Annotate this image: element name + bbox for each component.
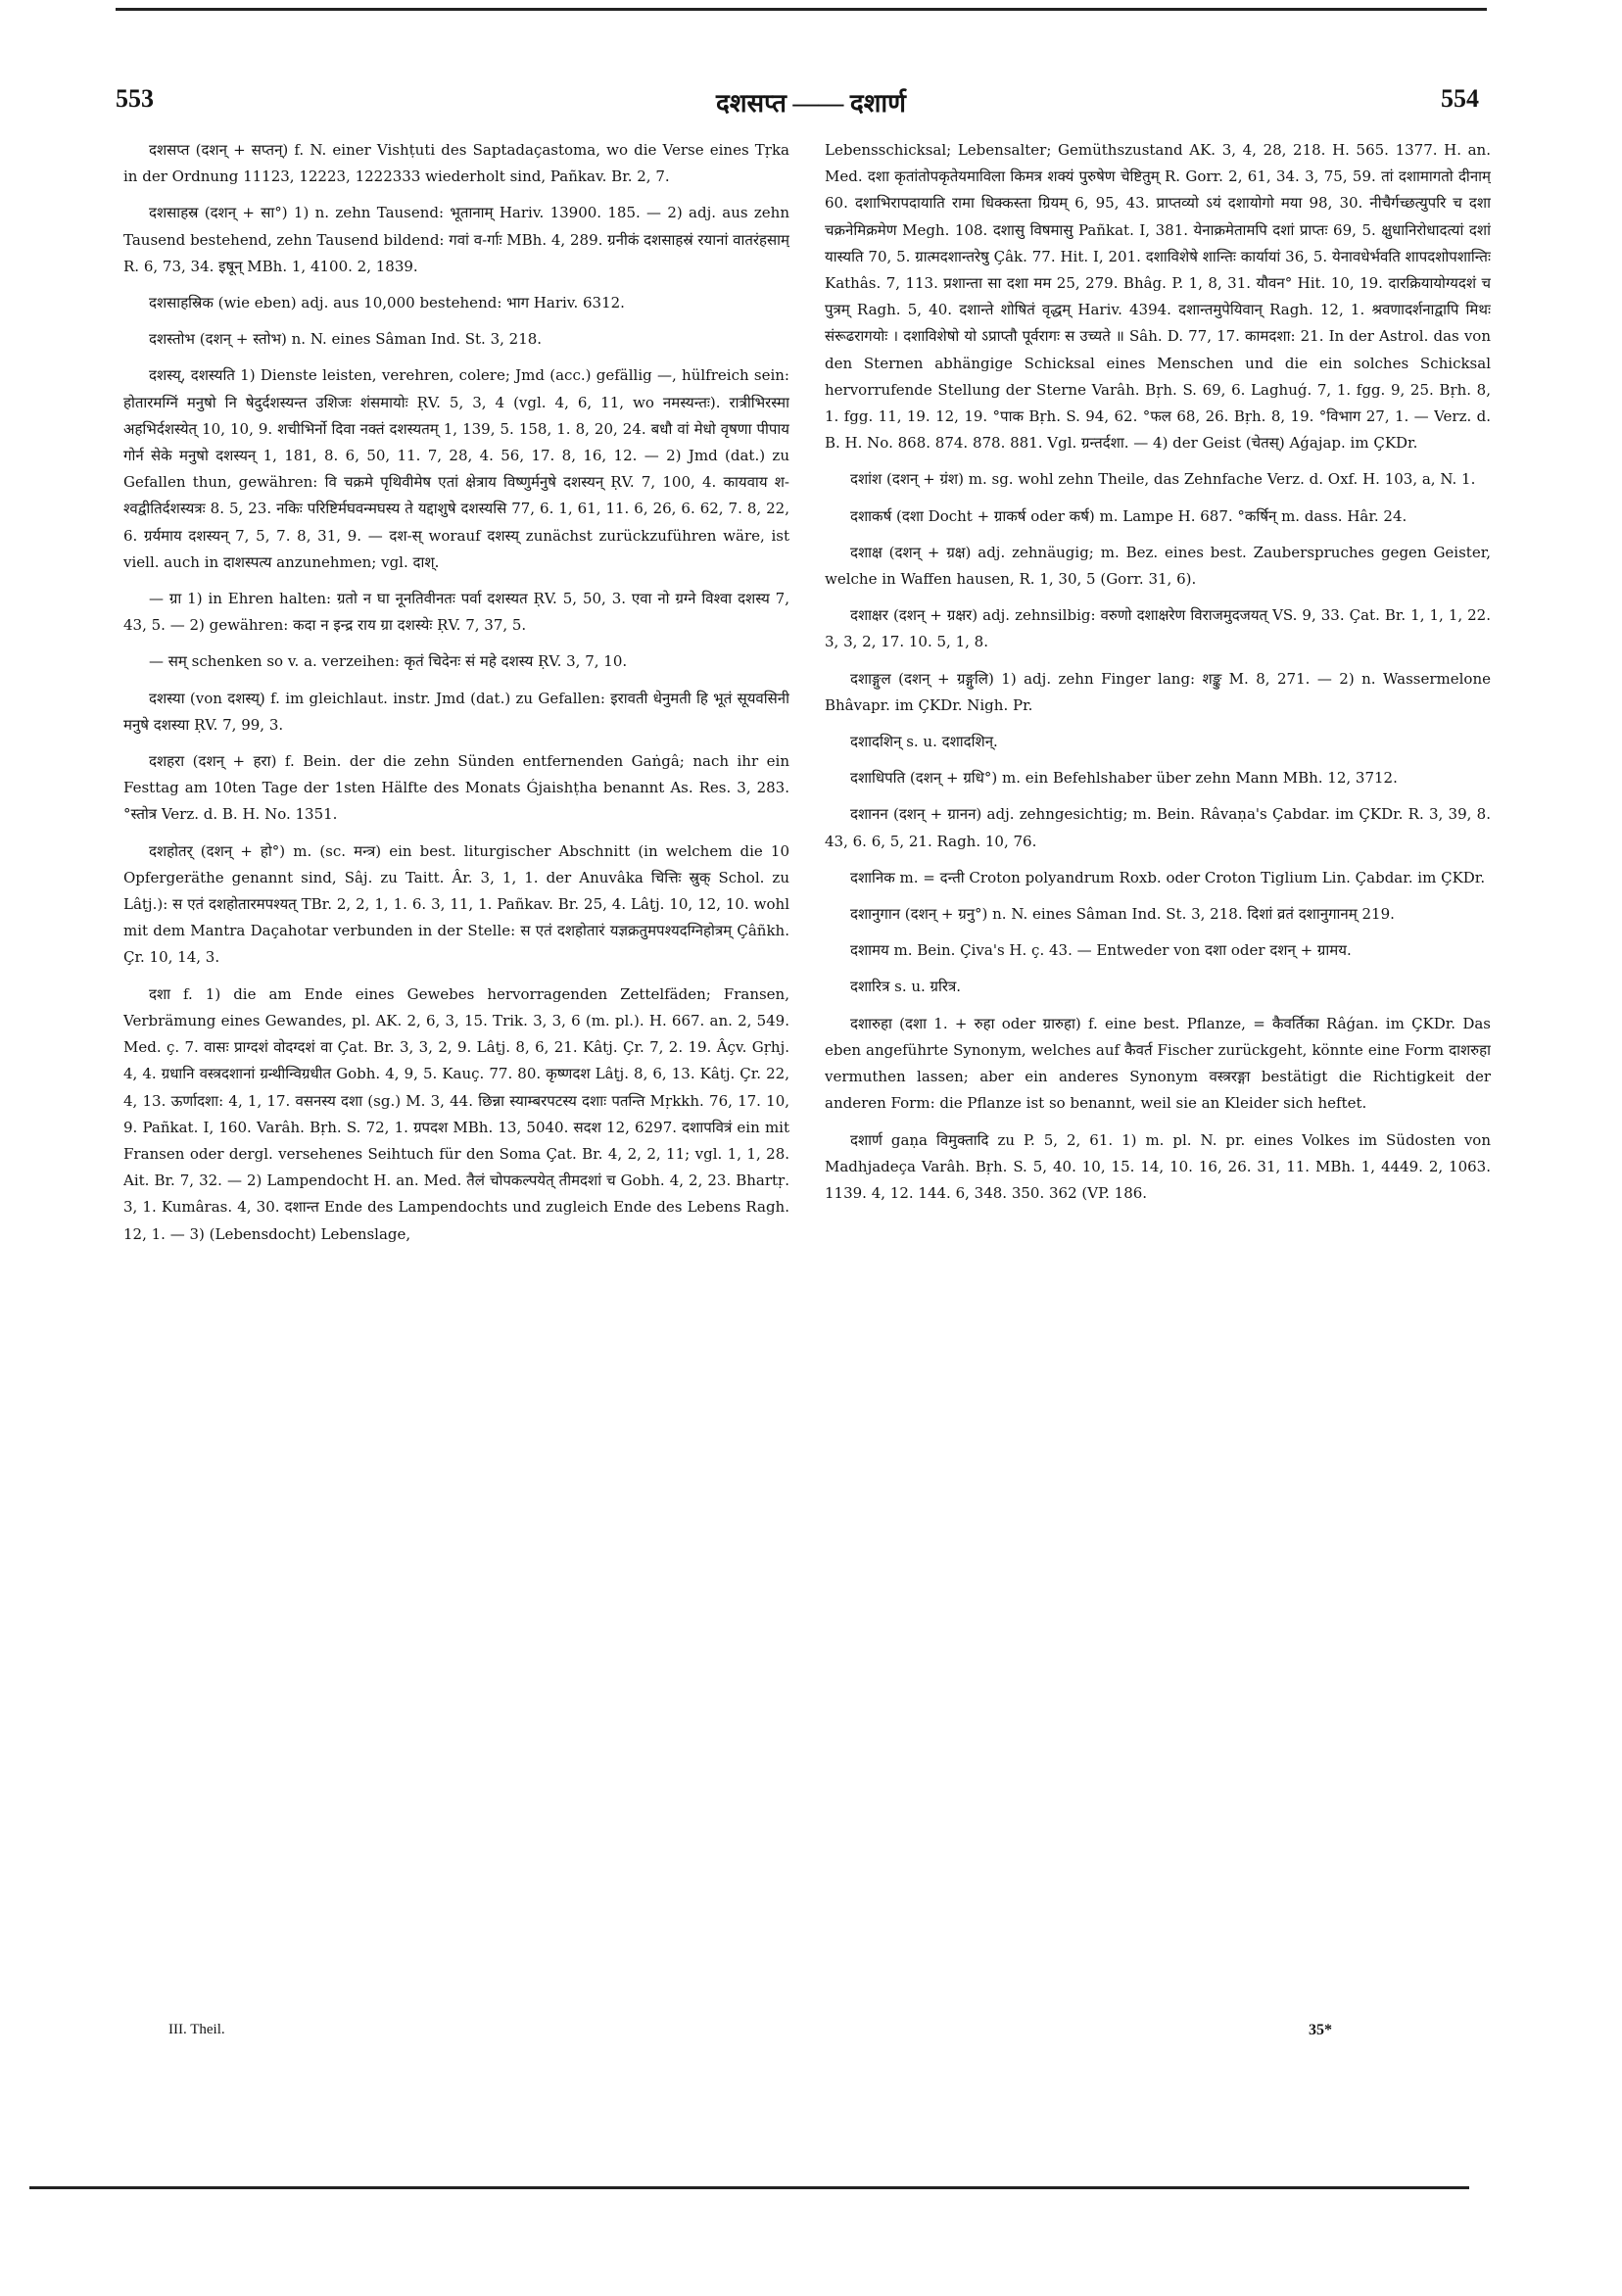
dictionary-entry: [123, 981, 789, 1248]
dictionary-entry: [825, 901, 1491, 928]
dictionary-entry: [825, 466, 1491, 493]
entry-text: दशहोतर् (दशन् + हो°) m. (sc. मन्त्र) ein best. liturgischer Abschnitt (in welchem die 10 Opfergeräthe genannt sind, Sâj. zu Taitt. Âr. 3, 1, 1. der Anuvâka चित्तिः स्रुक् Schol. zu Lâṭj.): स एतं दशहोतारमपश्यत् TBr. 2, 2, 1, 1. 6. 3, 11, 1. Pañkav. Br. 25, 4. Lâṭj. 10, 12, 10. wohl mit dem Mantra Daçahotar verbunden in der Stelle: स एतं दशहोतारं यज्ञक्रतुमपश्यदग्निहोत्रम् Çâñkh. Çr. 10, 14, 3.: [123, 841, 789, 967]
entry-text: दशस्या (von दशस्य्) f. im gleichlaut. instr. Jmd (dat.) zu Gefallen: इरावती धेनुमती हि भूतं सूयवसिनी मनुषे दशस्या ṚV. 7, 99, 3.: [123, 689, 789, 734]
dictionary-entry: [123, 648, 789, 675]
top-rule: [116, 8, 1487, 11]
entry-text: दशाङ्गुल (दशन् + ग्रङ्गुलि) 1) adj. zehn Finger lang: शङ्कु M. 8, 271. — 2) n. Wassermelone Bhâvapr. im ÇKDr. Nigh. Pr.: [825, 669, 1491, 714]
entry-text: दशादशिन् s. u. दशादशिन्.: [850, 733, 998, 751]
entry-text: दशांश (दशन् + ग्रंश) m. sg. wohl zehn Theile, das Zehnfache Verz. d. Oxf. H. 103, a, N. 1.: [850, 470, 1476, 489]
entry-text: दशारित्र s. u. ग्ररित्र.: [850, 978, 962, 996]
dictionary-entry: [825, 937, 1491, 964]
entry-text: — सम् schenken so v. a. verzeihen: कृतं चिदेनः सं महे दशस्य ṚV. 3, 7, 10.: [149, 652, 628, 671]
entry-text: दशसाहस्र (दशन् + सा°) 1) n. zehn Tausend: भूतानाम् Hariv. 13900. 185. — 2) adj. aus zehn Tausend bestehend, zehn Tausend bildend: गवां व-र्गाः MBh. 4, 289. ग्रनीकं दशसाहस्रं रयानां वातरंहसाम् R. 6, 73, 34. इषून् MBh. 1, 4100. 2, 1839.: [123, 204, 789, 275]
dictionary-entry: [825, 602, 1491, 655]
signature-mark: 35*: [1309, 2022, 1332, 2038]
volume-note: III. Theil.: [168, 2022, 225, 2037]
dictionary-entry: [825, 765, 1491, 791]
dictionary-entry: [825, 1011, 1491, 1118]
dictionary-entry: [123, 362, 789, 576]
dictionary-entry: [123, 137, 789, 190]
running-head: दशसप्त —— दशार्ण: [716, 89, 906, 118]
entry-text: दशामय m. Bein. Çiva's H. ç. 43. — Entweder von दशा oder दशन् + ग्रामय.: [850, 941, 1352, 960]
dictionary-entry: [825, 666, 1491, 719]
entry-text: दशस्य्, दशस्यति 1) Dienste leisten, verehren, colere; Jmd (acc.) gefällig —, hülfreich sein: होतारमग्निं मनुषो नि षेदुर्दशस्यन्त उशिजः शंसमायोः ṚV. 5, 3, 4 (vgl. 4, 6, 11, wo नमस्यन्तः). रात्रीभिरस्मा अहभिर्दशस्येत् 10, 10, 9. शचीभिर्नो दिवा नक्तं दशस्यतम् 1, 139, 5. 158, 1. 8, 20, 24. बधौ वां मेधो वृषणा पीपाय गोर्न सेके मनुषो दशस्यन् 1, 181, 8. 6, 50, 11. 7, 28, 4. 56, 17. 8, 16, 12. — 2) Jmd (dat.) zu Gefallen thun, gewähren: वि चक्रमे पृथिवीमेष एतां क्षेत्राय विष्णुर्मनुषे दशस्यन् ṚV. 7, 100, 4. कायवाय श-श्वद्वीतिर्दशस्यत्रः 8. 5, 23. नकिः परिष्टिर्मघवन्मघस्य ते यद्दाशुषे दशस्यसि 77, 6. 1, 61, 11. 6, 26, 6. 62, 7. 8, 22, 6. ग्रर्यमाय दशस्यन् 7, 5, 7. 8, 31, 9. — दश-स् worauf दशस्य् zunächst zurückzuführen wäre, ist viell. auch in दाशस्पत्य anzunehmen; vgl. दाश्.: [123, 366, 789, 571]
dictionary-entry: [123, 290, 789, 316]
dictionary-entry: [123, 748, 789, 829]
left-column: [123, 137, 789, 1998]
entry-text: दशाक्ष (दशन् + ग्रक्ष) adj. zehnäugig; m. Bez. eines best. Zauberspruches gegen Geister, welche in Waffen hausen, R. 1, 30, 5 (Gorr. 31, 6).: [825, 543, 1491, 589]
entry-text: Lebensschicksal; Lebensalter; Gemüthszustand AK. 3, 4, 28, 218. H. 565. 1377. H. an. Med. दशा कृतांतोपकृतेयमाविला किमत्र शक्यं पुरुषेण चेष्टितुम् R. Gorr. 2, 61, 34. 3, 75, 59. तां दशामागतो दीनाम् 60. दशाभिरापदायाति रामा धिक्कस्ता ग्रियम् 6, 95, 43. प्राप्तव्यो ऽयं दशायोगो मया 98, 30. नीचैर्गच्छत्युपरि च दशा चक्रनेमिक्रमेण Megh. 108. दशासु विषमासु Pañkat. I, 381. येनाक्रमेतामपि दशां प्राप्तः 69, 5. क्षुधानिरोधादत्यां दशां यास्यति 70, 5. ग्रात्मदशान्तरेषु Çâk. 77. Hit. I, 201. दशाविशेषे शान्तिः कार्यायां 36, 5. येनावधेर्भवति शापदशोपशान्तिः Kathâs. 7, 113. प्रशान्ता सा दशा मम 25, 279. Bhâg. P. 1, 8, 31. यौवन° Hit. 10, 19. दारक्रियायोग्यदशं च पुत्रम् Ragh. 5, 40. दशान्ते शोषितं वृद्धम् Hariv. 4394. दशान्तमुपेयिवान् Ragh. 12, 1. श्रवणादर्शनाद्वापि मिथः संरूढरागयोः । दशाविशेषो यो ऽप्राप्तौ पूर्वरागः स उच्यते ॥ Sâh. D. 77, 17. कामदशा: 21. In der Astrol. das von den Sternen abhängige Schicksal eines Menschen und die ein solches Schicksal hervorrufende Stellung der Sterne Varâh. Bṛh. S. 69, 6. Laghuǵ. 7, 1. fgg. 9, 25. Bṛh. 8, 1. fgg. 11, 19. 12, 19. °पाक Bṛh. S. 94, 62. °फल 68, 26. Bṛh. 8, 19. °विभाग 27, 1. — Verz. d. B. H. No. 868. 874. 878. 881. Vgl. ग्रन्तर्दशा. — 4) der Geist (चेतस्) Aǵajap. im ÇKDr.: [825, 141, 1491, 453]
dictionary-entry: [123, 200, 789, 280]
entry-text: दशहरा (दशन् + हरा) f. Bein. der die zehn Sünden entfernenden Gaṅgâ; nach ihr ein Festtag am 10ten Tage der 1sten Hälfte des Monats Ǵjaishṭha benannt As. Res. 3, 283. °स्तोत्र Verz. d. B. H. No. 1351.: [123, 752, 789, 824]
dictionary-entry: [825, 540, 1491, 593]
dictionary-entry: [825, 503, 1491, 530]
entry-text: दशस्तोभ (दशन् + स्तोभ) n. N. eines Sâman Ind. St. 3, 218.: [149, 330, 543, 349]
entry-text: दशारुहा (दशा 1. + रुहा oder ग्रारुहा) f. eine best. Pflanze, = कैवर्तिका Râǵan. im ÇKDr. Das eben angeführte Synonym, welches auf कैवर्त Fischer zurückgeht, könnte eine Form दाशरुहा vermuthen lassen; aber ein anderes Synonym वस्त्ररङ्गा bestätigt die Richtigkeit der anderen Form: die Pflanze ist so benannt, weil sie an Kleider sich heftet.: [825, 1014, 1491, 1113]
entry-text: दशाधिपति (दशन् + ग्रधि°) m. ein Befehlshaber über zehn Mann MBh. 12, 3712.: [850, 769, 1398, 788]
dictionary-entry: [825, 729, 1491, 755]
right-column: [825, 137, 1491, 1998]
dictionary-entry: [825, 974, 1491, 1000]
entry-text: — ग्रा 1) in Ehren halten: ग्रतो न घा नूनतिवीनतः पर्वा दशस्यत ṚV. 5, 50, 3. एवा नो ग्रग्ने विश्वा दशस्य 7, 43, 5. — 2) gewähren: कदा न इन्द्र राय ग्रा दशस्येः ṚV. 7, 37, 5.: [123, 590, 789, 635]
entry-text: दशाक्षर (दशन् + ग्रक्षर) adj. zehnsilbig: वरुणो दशाक्षरेण विराजमुदजयत् VS. 9, 33. Çat. Br. 1, 1, 1, 22. 3, 3, 2, 17. 10. 5, 1, 8.: [825, 606, 1491, 651]
dictionary-entry: [825, 801, 1491, 854]
page-number-right: 554: [1441, 84, 1479, 113]
dictionary-entry: [123, 838, 789, 972]
dictionary-entry: [825, 865, 1491, 891]
dictionary-entry: [825, 1127, 1491, 1208]
bottom-rule: [29, 2186, 1469, 2189]
entry-text: दशार्ण gaṇa विमुक्तादि zu P. 5, 2, 61. 1) m. pl. N. pr. eines Volkes im Südosten von Madhjadeça Varâh. Bṛh. S. 5, 40. 10, 15. 14, 10. 16, 26. 31, 11. MBh. 1, 4449. 2, 1063. 1139. 4, 12. 144. 6, 348. 350. 362 (VP. 186.: [825, 1130, 1491, 1202]
dictionary-entry: [123, 326, 789, 353]
page-number-left: 553: [116, 84, 154, 113]
entry-text: दशानिक m. = दन्ती Croton polyandrum Roxb. oder Croton Tiglium Lin. Çabdar. im ÇKDr.: [850, 868, 1486, 886]
entry-text: दशा f. 1) die am Ende eines Gewebes hervorragenden Zettelfäden; Fransen, Verbrämung eines Gewandes, pl. AK. 2, 6, 3, 15. Trik. 3, 3, 6 (m. pl.). H. 667. an. 2, 549. Med. ç. 7. वासः प्राग्दशं वोदग्दशं वा Çat. Br. 3, 3, 2, 9. Lâṭj. 8, 6, 21. Kâtj. Çr. 7, 2. 19. Âçv. Gṛhj. 4, 4. ग्रधानि वस्त्रदशानां ग्रन्थीन्विग्रधीत Gobh. 4, 9, 5. Kauç. 77. 80. कृष्णदश Lâṭj. 8, 6, 13. Kâtj. Çr. 22, 4, 13. ऊर्णादशा: 4, 1, 17. वसनस्य दशा (sg.) M. 3, 44. छिन्ना स्याम्बरपटस्य दशाः पतन्ति Mṛkkh. 76, 17. 10, 9. Pañkat. I, 160. Varâh. Bṛh. S. 72, 1. ग्रपदश MBh. 13, 5040. सदश 12, 6297. दशापवित्रं ein mit Fransen oder dergl. versehenes Seihtuch für den Soma Çat. Br. 4, 2, 2, 11; vgl. 1, 1, 28. Ait. Br. 7, 32. — 2) Lampendocht H. an. Med. तैलं चोपकल्पयेत् तीमदशां च Gobh. 4, 2, 23. Bhartṛ. 3, 1. Kumâras. 4, 30. दशान्त Ende des Lampendochts und zugleich Ende des Lebens Ragh. 12, 1. — 3) (Lebensdocht) Lebenslage,: [123, 984, 789, 1243]
entry-text: दशसप्त (दशन् + सप्तन्) f. N. einer Vishṭuti des Saptadaçastoma, wo die Verse eines Tṛka in der Ordnung 11123, 12223, 1222333 wiederholt sind, Pañkav. Br. 2, 7.: [123, 141, 789, 186]
dictionary-entry: [123, 586, 789, 639]
dictionary-entry: [123, 686, 789, 739]
entry-text: दशानन (दशन् + ग्रानन) adj. zehngesichtig; m. Bein. Râvaṇa's Çabdar. im ÇKDr. R. 3, 39, 8. 43, 6. 6, 5, 21. Ragh. 10, 76.: [825, 805, 1491, 850]
entry-text: दशसाहस्रिक (wie eben) adj. aus 10,000 bestehend: भाग Hariv. 6312.: [149, 294, 625, 312]
entry-text: दशानुगान (दशन् + ग्रनु°) n. N. eines Sâman Ind. St. 3, 218. दिशां व्रतं दशानुगानम् 219.: [850, 905, 1395, 924]
dictionary-entry: [825, 137, 1491, 456]
entry-text: दशाकर्ष (दशा Docht + ग्राकर्ष oder कर्ष) m. Lampe H. 687. °कर्षिन् m. dass. Hâr. 24.: [850, 506, 1407, 525]
